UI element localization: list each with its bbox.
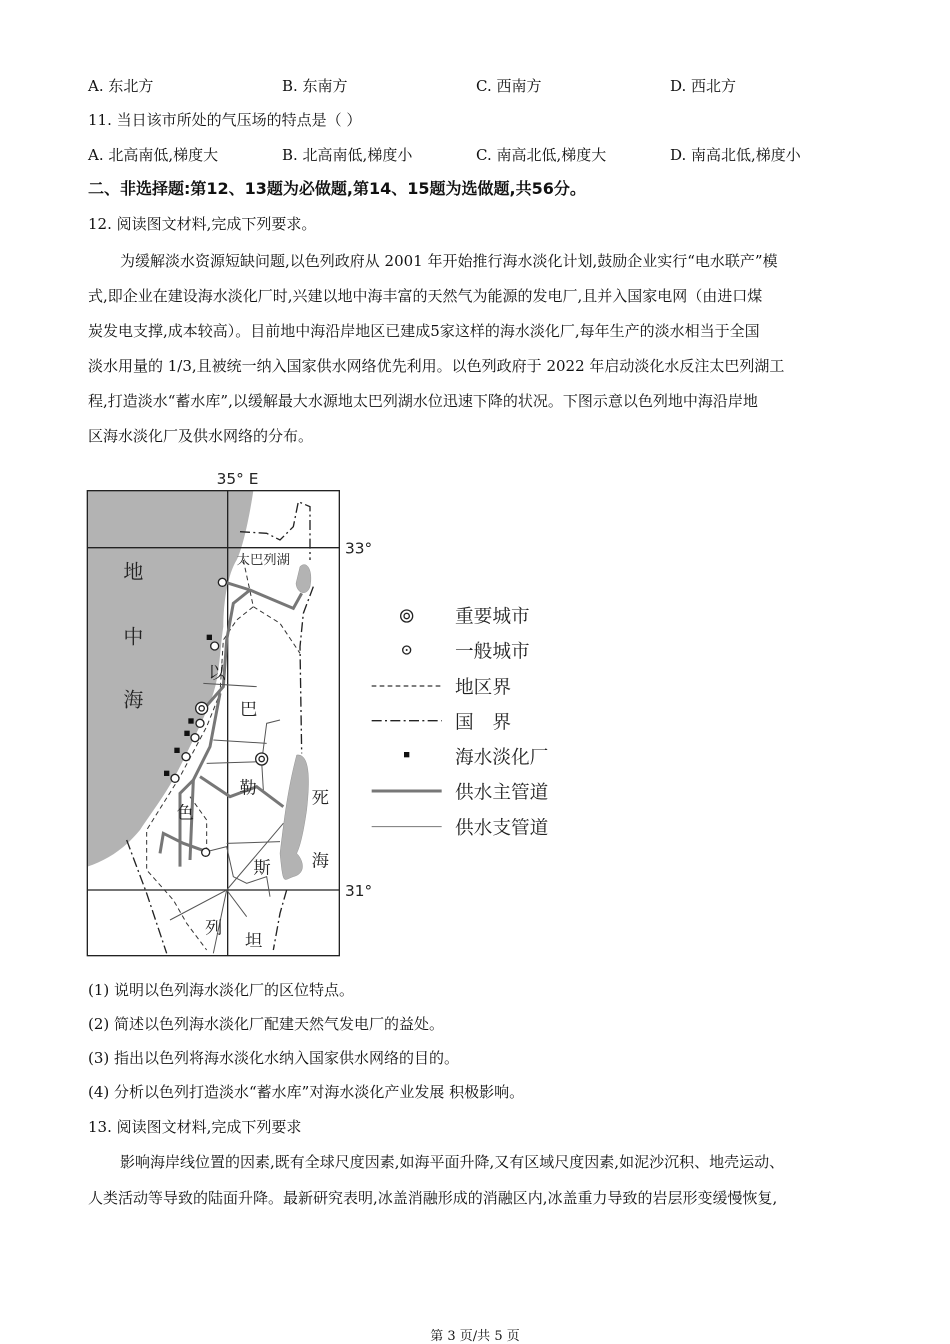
section-heading: 二、非选择题:第12、13题为必做题,第14、15题为选做题,共56分。 [88, 179, 586, 198]
map-legend [372, 607, 549, 839]
latitude-31-label: 31° [345, 882, 373, 900]
israel-label: 列 [205, 918, 223, 939]
q10-option-b: B. 东南方 [282, 77, 348, 95]
q10-option-d: D. 西北方 [670, 77, 737, 95]
legend-label: 供水主管道 [455, 782, 549, 804]
q11-option-a: A. 北高南低,梯度大 [88, 146, 219, 164]
sea-label: 中 [123, 624, 144, 649]
israel-label: 以 [208, 663, 226, 684]
legend-label: 重要城市 [455, 606, 530, 628]
q11-option-b: B. 北高南低,梯度小 [282, 146, 413, 164]
q12-paragraph-line: 淡水用量的 1/3,且被统一纳入国家供水网络优先利用。以色列政府于 2022 年启动淡化水反注太巴列湖工 [88, 357, 785, 375]
longitude-label: 35° E [216, 470, 259, 488]
legend-label: 地区界 [455, 677, 511, 699]
palestine-label: 巴 [240, 700, 258, 720]
desalination-plant-legend-icon [404, 752, 409, 757]
q12-subquestion: (4) 分析以色列打造淡水“蓄水库”对海水淡化产业发展 积极影响。 [88, 1083, 525, 1101]
q12-paragraph-line: 程,打造淡水“蓄水库”,以缓解最大水源地太巴列湖水位迅速下降的状况。下图示意以色列地中海沿岸地 [88, 392, 758, 410]
dead-sea-label: 海 [311, 851, 329, 872]
palestine-label: 勒 [239, 778, 257, 799]
palestine-label: 坦 [245, 931, 263, 952]
q12-subquestion: (3) 指出以色列将海水淡化水纳入国家供水网络的目的。 [88, 1049, 460, 1067]
q12-paragraph-line: 为缓解淡水资源短缺问题,以色列政府从 2001 年开始推行海水淡化计划,鼓励企业实行“电水联产”模 [120, 252, 778, 270]
q13-paragraph-line: 人类活动等导致的陆面升降。最新研究表明,冰盖消融形成的消融区内,冰盖重力导致的岩层形变缓慢恢复, [88, 1189, 778, 1207]
q13-paragraph-line: 影响海岸线位置的因素,既有全球尺度因素,如海平面升降,又有区域尺度因素,如泥沙沉积、地壳运动、 [120, 1153, 785, 1171]
q11-option-d: D. 南高北低,梯度小 [670, 146, 801, 164]
q13-stem: 13. 阅读图文材料,完成下列要求 [88, 1118, 302, 1136]
q10-option-c: C. 西南方 [476, 77, 542, 95]
lake-tiberias-label: 太巴列湖 [236, 553, 290, 568]
q12-paragraph-line: 炭发电支撑,成本较高）。目前地中海沿岸地区已建成5家这样的海水淡化厂,每年生产的淡水相当于全国 [88, 322, 760, 340]
sea-label: 海 [123, 687, 144, 712]
palestine-label: 斯 [253, 858, 271, 879]
q12-subquestion: (1) 说明以色列海水淡化厂的区位特点。 [88, 981, 355, 999]
q12-subquestion: (2) 简述以色列海水淡化厂配建天然气发电厂的益处。 [88, 1015, 445, 1033]
israel-label: 色 [176, 803, 194, 824]
q10-option-a: A. 东北方 [88, 77, 154, 95]
sea-label: 地 [123, 559, 144, 584]
dead-sea-label: 死 [311, 788, 329, 809]
lake-tiberias [296, 565, 311, 593]
latitude-33-label: 33° [345, 539, 373, 558]
page-footer: 第 3 页/共 5 页 [430, 1329, 520, 1344]
israel-desalination-map [80, 460, 580, 970]
legend-label: 一般城市 [455, 641, 530, 663]
q12-paragraph-line: 式,即企业在建设海水淡化厂时,兴建以地中海丰富的天然气为能源的发电厂,且并入国家电网（由进口煤 [88, 287, 763, 305]
major-city-legend-icon [401, 610, 413, 622]
dead-sea [280, 755, 309, 880]
q12-paragraph-line: 区海水淡化厂及供水网络的分布。 [88, 427, 314, 445]
q11-option-c: C. 南高北低,梯度大 [476, 146, 607, 164]
q12-stem: 12. 阅读图文材料,完成下列要求。 [88, 215, 317, 233]
legend-label: 供水支管道 [455, 818, 549, 839]
legend-label: 国 界 [455, 712, 511, 734]
q11-stem: 11. 当日该市所处的气压场的特点是（ ） [88, 111, 362, 129]
legend-label: 海水淡化厂 [455, 747, 549, 769]
